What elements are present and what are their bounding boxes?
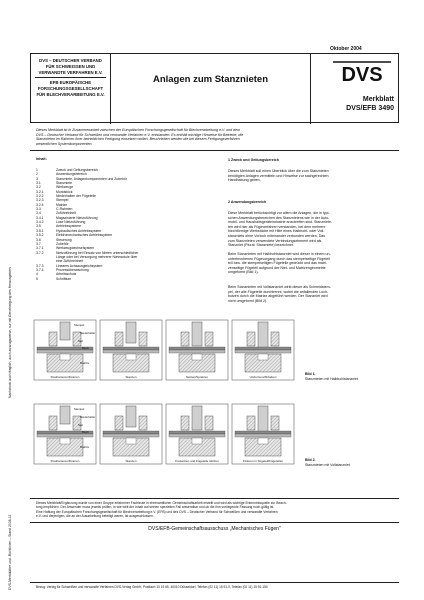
blank-holder-shape [139,332,147,346]
toc-title: Werkzeuge [56,185,74,190]
blank-holder-shape [115,416,123,430]
side-note-reprint: Nachdruck auch fraglich, auch auszugsweise, nur mit Genehmigung des Herausgebers [8,267,12,398]
text-line: blechförmige Werkstücke mit Hilfe eines Halbhohl- oder Voll- [228,229,325,234]
blank-holder-shape [181,416,189,430]
merkblatt-label: Merkblatt [362,96,394,103]
toc-title: Niederhalten der Fügeteile [56,194,96,199]
die-cavity [126,354,136,360]
toc-number: 5 [36,276,38,281]
divider-footer [30,498,399,499]
text-line: Beim Stanznieten mit Vollstanzniet wirkt dieser als Schneidstem- [228,285,331,289]
text-line: Beim Stanznieten mit Halbhohlstanzniet wird dieser in einem un- [228,252,331,256]
figure-1 [30,318,300,388]
sheet-shape [235,347,291,350]
part-label: Niet [78,423,83,427]
blank-holder-shape [181,332,189,346]
punch-shape [126,406,136,427]
figure-2-caption: Stanznieten mit Vollstanzniet. [305,463,351,467]
toc-title: eine Zuführeinheit [56,259,84,264]
text-line: schen Anwendungsbereichen des Stanznietens wie in der Auto- [228,215,330,220]
stage-label: Positionieren/Fixieren [50,375,80,379]
blank-holder-shape [247,332,255,346]
toc-title: Stanzniete [56,181,73,186]
intro-line: wesentlichen Systemkomponenten. [36,141,93,146]
toc-number: 3.2.1 [36,189,44,194]
toc-number: 3.7 [36,241,41,246]
toc-title: Schrifttum [56,276,72,281]
text-line: mobil- und Haushaltsgeräteindustrie anzutreffen sind. Stanzniete- [228,220,333,225]
disclaimer-line: Dieses Merkblatt/Ergänzung wurde von einer Gruppe erfahrener Fachleute in ehrenamtlicher Gemeinschaftsarbeit erstellt und wird als wichtige Erkenntnisquelle zur Beach- [36,501,287,505]
org-divider [35,77,106,78]
table-of-contents [36,168,216,281]
divider-committee [30,522,399,523]
toc-number: 3.3 [36,207,41,212]
toc-title: Stempel [56,198,69,203]
punch-shape [192,322,202,346]
text-line: teil bzw. die stempelseitigen Fügeteile gedrückt und das matri- [228,261,328,266]
punch-shape [60,406,70,424]
figure-1-caption: Stanznieten mit Halbhohlstanzniet. [305,377,359,381]
intro-line: Stanznieten im Rahmen ihrer betrieblichen Fertigung einsetzen wollen. Beschrieben werden die bei diesem Fertigungsverfahren [36,137,240,142]
toc-title: Prozessüberwachung [56,267,89,272]
stage-label: Stanzen [125,375,137,379]
toc-heading: Inhalt: [36,157,47,161]
toc-number: 3.7.1 [36,246,44,251]
header-frame [30,53,399,123]
section-2-paragraph-2 [228,252,398,275]
toc-title: Werkzeugwechselsystem [56,246,95,251]
text-line: stanzniets ohne Vorloch miteinander verbunden werden. Das [228,233,326,238]
die-cavity [192,354,202,360]
part-label: Blech [82,430,89,434]
toc-number: 3.4.1 [36,215,44,220]
text-line: Diese Merkblatt berücksichtigt vor allem die Anlagen, die in typi- [228,211,330,215]
toc-title: Mundstück [56,189,73,194]
toc-number: 3.2.3 [36,198,44,203]
sheet-shape [169,347,225,350]
toc-title: Zweck und Geltungsbereich [56,168,99,172]
disclaimer-line: tung empfohlen. Der Anwender muss jeweils prüfen, in wie weit der Inhalt auf seinen speziellen Fall anwendbar und ob die ihm vorliegende Fassung noch gültig ist. [36,505,275,510]
toc-title: Steuerung [56,237,72,242]
toc-title: Stanzniete, Anlagenkomponenten und Zubehör [56,176,127,181]
text-line: umgeformt (Bild 1). [228,270,259,275]
toc-title: Antriebssysteme [56,224,82,229]
org-line-3: VERWANDTE VERFAHREN E.V. [38,69,103,75]
org-line-4: EFB EUROPÄISCHE [49,80,92,86]
toc-number: 2 [36,172,38,177]
figure-2-caption-title: Bild 2. [305,458,316,462]
toc-title: Matrize [56,202,68,207]
text-line: pel, der alle Fügeteile durchtrennt, wobei die anfallenden Loch- [228,289,329,294]
title-block [111,54,311,124]
toc-number: 3.5.1 [36,228,44,233]
org-line-5: FORSCHUNGSGESELLSCHAFT [37,86,104,92]
stage-label: Freisetzen und Fügeteile stützen [175,459,219,463]
toc-title: Länge oder bei Versorgung mehrerer Nietmodule über [56,254,138,259]
section-1-heading: 1 Zweck und Geltungsbereich [228,158,279,162]
side-note-edition: DVS-Merkblätter und -Richtlinien – Stand 2008-12 [8,514,12,590]
document-title: Anlagen zum Stanznieten [152,74,269,85]
text-line: nicht umgeformt (Bild 2). [228,298,268,303]
intro-line: Dieses Merkblatt ist in Zusammenarbeit zwischen der Europäischen Forschungsgesellschaft für Blechverarbeitung e.V. und dem [36,128,241,132]
sheet-shape [103,347,159,350]
toc-number: 3.7.3 [36,263,44,268]
blank-holder-shape [247,416,255,430]
die-cavity [126,438,136,444]
stage-label: Stanzen [125,459,137,463]
disclaimer [36,501,396,518]
toc-number: 3.4 [36,211,41,216]
part-label: Niederhalter [80,415,96,419]
divider-bottom [30,582,399,583]
text-line: Stanzniet (Plural: Stanzniete) bezeichnet. [228,243,294,248]
part-label: Niederhalter [80,331,96,335]
sheet-shape [169,350,225,353]
toc-number: 3.7.2 [36,250,44,255]
figure-1-caption-title: Bild 1. [305,372,316,376]
part-label: Matrize [80,445,90,449]
toc-title: Zubehör [56,241,69,246]
part-label: Niet [78,339,83,343]
die-cavity [60,438,70,444]
toc-title: Elektromechanisches Antriebssystem [56,233,113,238]
punch-shape [60,322,70,340]
sheet-shape [169,431,225,434]
blank-holder-shape [49,416,57,430]
figure-2 [30,402,300,472]
section-2-paragraph-3 [228,285,398,303]
toc-number: 4 [36,272,38,277]
text-line: Dieses Merkblatt soll einen Überblick über die zum Stanznieten [228,169,329,173]
sheet-shape [103,434,159,437]
toc-number: 3.2 [36,185,41,190]
sheet-shape [37,434,93,437]
toc-title: Hydraulisches Antriebssystem [56,228,102,233]
part-label: Blech [82,346,89,350]
sheet-shape [103,350,159,353]
section-1-text [228,169,398,183]
dvs-logo [331,60,393,84]
blank-holder-shape [115,332,123,346]
die-cavity [60,354,70,360]
org-line-6: FÜR BLECHVERARBEITUNG E.V. [36,91,105,97]
intro-paragraph [36,128,396,146]
merkblatt-id [346,96,394,113]
sheet-shape [169,434,225,437]
punch-shape [258,406,268,433]
blank-holder-shape [271,416,279,430]
sheet-shape [235,434,291,437]
issue-date: Oktober 2004 [330,46,362,52]
section-2-heading: 2 Anwendungsbereich [228,200,267,204]
toc-title: Zuführeinheit [56,211,76,216]
die-cavity [258,438,268,444]
org-line-2: FÜR SCHWEISSEN UND [45,63,96,69]
committee-name: DVS/EFB-Gemeinschaftsausschuss „Mechanisches Fügen" [148,526,281,532]
merkblatt-code: DVS/EFB 3490 [346,104,394,112]
blank-holder-shape [139,416,147,430]
sheet-shape [103,431,159,434]
toc-title: Lineares Achsausgleichsystem [56,263,103,268]
logo-text: DVS [341,64,383,84]
punch-shape [192,406,202,430]
text-line: Handhabung geben. [228,178,261,183]
stage-label: Setzen/Spreizen [185,375,209,379]
toc-number: 3 [36,176,38,181]
order-info: Bezug: Verlag für Schweißen und verwandte Verfahren DVS-Verlag GmbH, Postfach 10 19 65, 40010 Düsseldorf, Telefon (02 11) 15 91-0, Telefax (02 11) 15 91-150 [36,585,268,589]
toc-number: 3.4.2 [36,220,44,225]
blank-holder-shape [49,332,57,346]
toc-number: 3.2.4 [36,202,44,207]
blank-holder-shape [205,416,213,430]
toc-number: 3.2.2 [36,194,44,199]
toc-number: 1 [36,168,38,172]
toc-title: Magazinierte Nietzuführung [56,215,98,220]
sheet-shape [235,431,291,434]
punch-shape [126,322,136,343]
part-label: Matrize [80,361,90,365]
toc-title: Arbeitsschutz [56,272,77,277]
toc-title: C-Rahmen [56,207,73,212]
text-line: butzen durch die Matrize abgeführt werden. Der Stanzniet wird [228,294,328,299]
text-line: zenseitige Fügeteil aufgrund der Niet- und Matrizengeometrie [228,265,326,270]
blank-holder-shape [271,332,279,346]
toc-title: Anwendungsbereich [56,172,87,177]
text-line: ten wird hier als Fügeverfahren verstanden, bei dem mehrere [228,224,326,229]
toc-number: 3.5.2 [36,233,44,238]
divider-top [30,150,399,151]
text-line: benötigten Anlagen vermitteln und Hinweise zur sachgerechten [228,173,329,178]
blank-holder-shape [205,332,213,346]
stage-label: Umformen/Abheben [249,375,277,379]
part-label: Stempel [74,323,85,327]
sheet-shape [235,350,291,353]
toc-item [36,277,216,281]
die-cavity [192,438,202,444]
text-line: zum Stanznieten verwendete Verbindungselement wird als [228,238,322,243]
text-line: unterbrochenen Fügevorgang durch das stempelseitige Fügeteil [228,256,330,261]
toc-number: 3.7.4 [36,267,44,272]
die-cavity [258,354,268,360]
intro-line: DVS – Deutscher Verband für Schweißen und verwandte Verfahren e.V. entstanden. Es enthält wichtige Hinweise für Betriebe, die [36,132,244,137]
stage-label: Fixieren in Fügeteil/Fügeteilen [242,459,284,463]
toc-number: 3.1 [36,181,41,186]
punch-shape [258,322,268,349]
code-block [311,54,400,124]
toc-number: 3.6 [36,237,41,242]
part-label: Stempel [74,407,85,411]
toc-title: Nietzuführung bei Einsatz von Nieten unterschiedlicher [56,250,139,255]
stage-label: Positionieren/Fixieren [50,459,80,463]
toc-title: Lose Nietzuführung [56,220,86,225]
disclaimer-line: e.V. und derjenigen, die an der Ausarbeitung beteiligt waren, ist ausgeschlossen. [36,513,154,518]
toc-number: 3.5 [36,224,41,229]
disclaimer-line: Eine Haftung der Europäischen Forschungsgesellschaft für Blechverarbeitung e.V. (EFB) und des DVS – Deutscher Verband für Schweißen und verwandte Verfahren [36,509,278,514]
publisher-block [31,54,111,124]
section-2-paragraph-1 [228,211,398,248]
sheet-shape [37,350,93,353]
org-line-1: DVS – DEUTSCHER VERBAND [39,58,102,63]
